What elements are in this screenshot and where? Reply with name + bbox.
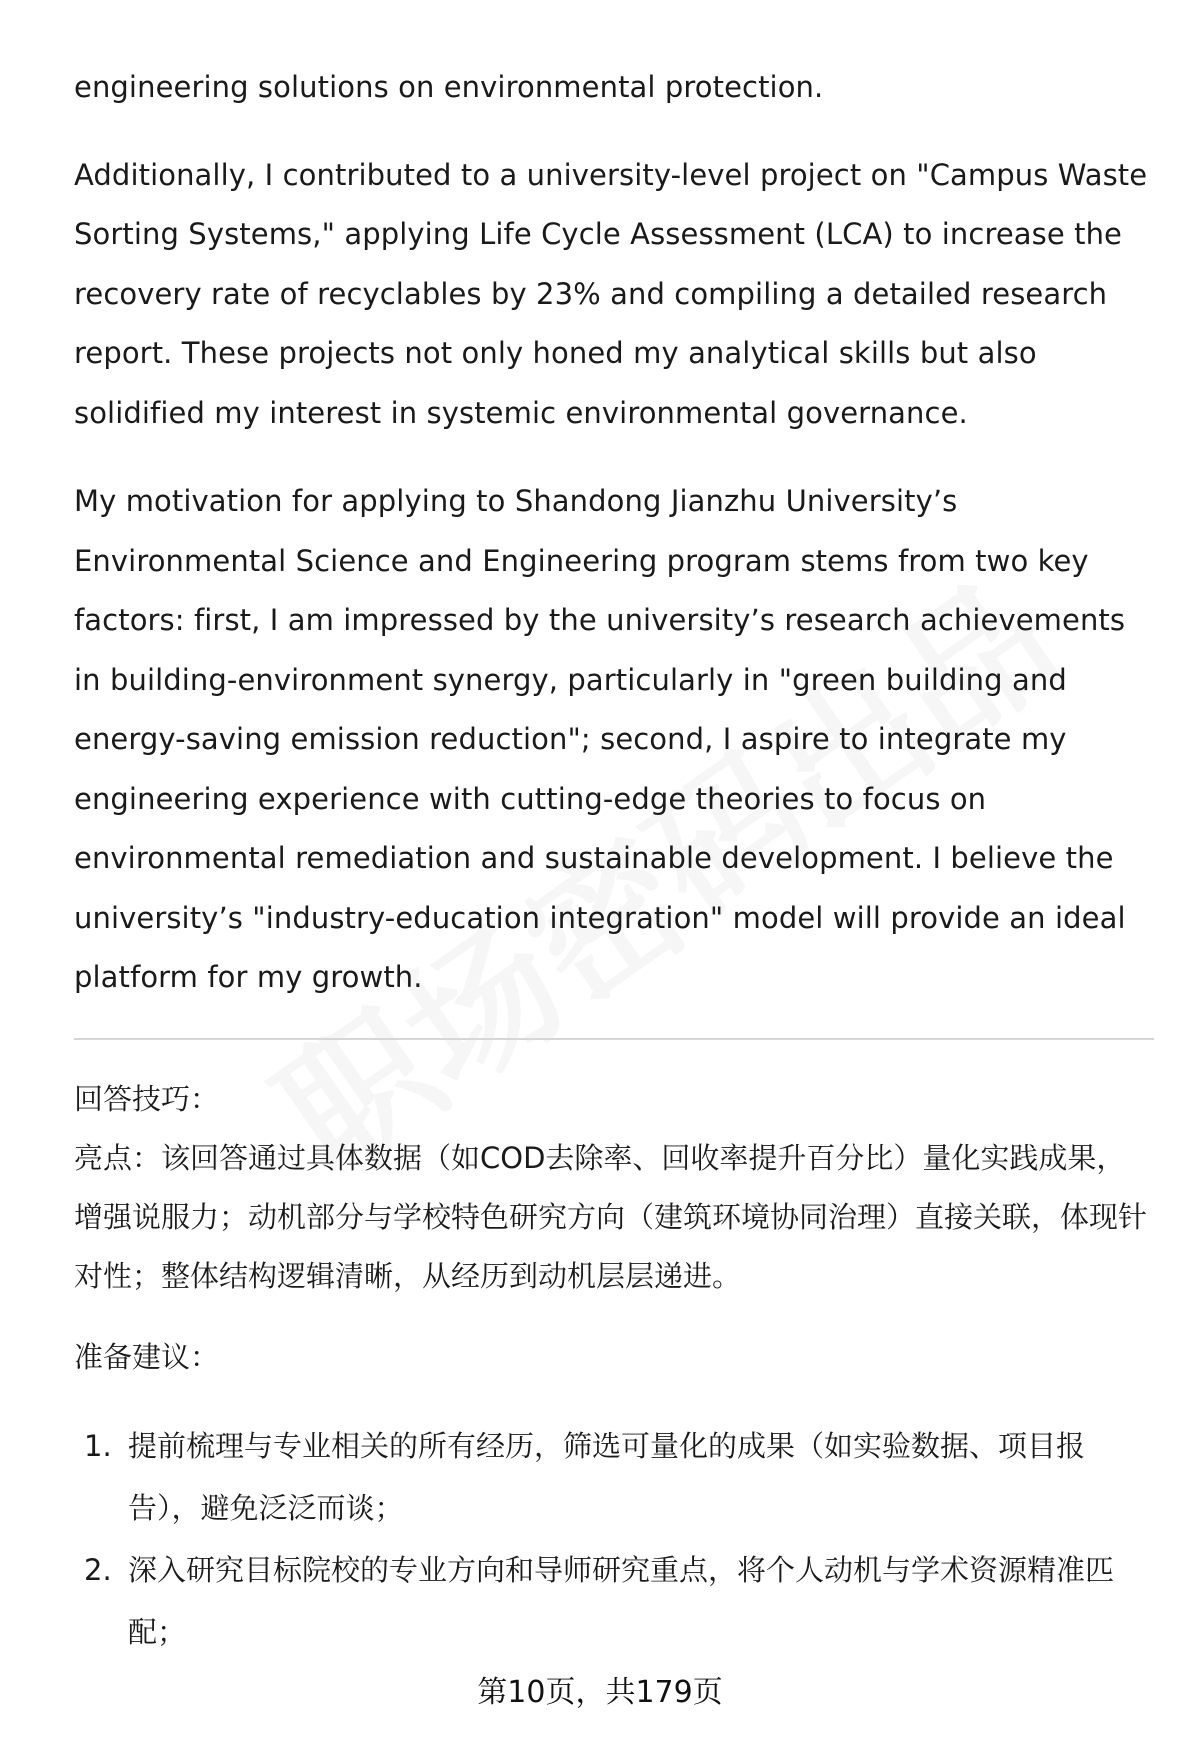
tips-section (74, 1070, 1154, 1663)
paragraph-3: My motivation for applying to Shandong Jianzhu University’s Environmental Science and Engineering program stems from two key factors: first, I am impressed by the university’s research achievements in building-environment synergy, particularly in "green building and energy-saving emission reduction"; second, I aspire to integrate my engineering experience with cutting-edge theories to focus on environmental remediation and sustainable development. I believe the university’s "industry-education integration" model will provide an ideal platform for my growth. (74, 484, 1126, 994)
list-number: 2. (84, 1553, 112, 1587)
paragraph-1: engineering solutions on environmental protection. (74, 70, 824, 104)
tips-highlight: 亮点：该回答通过具体数据（如COD去除率、回收率提升百分比）量化实践成果，增强说服力；动机部分与学校特色研究方向（建筑环境协同治理）直接关联，体现针对性；整体结构逻辑清晰，从经历到动机层层递进。 (74, 1141, 1148, 1293)
prep-list (74, 1415, 1154, 1663)
list-number: 1. (84, 1429, 112, 1463)
list-item (74, 1415, 1154, 1539)
paragraph-2: Additionally, I contributed to a university-level project on "Campus Waste Sorting Systems," applying Life Cycle Assessment (LCA) to increase the recovery rate of recyclables by 23% and compiling a detailed research report. These projects not only honed my analytical skills but also solidified my interest in systemic environmental governance. (74, 157, 1148, 430)
prep-title: 准备建议： (74, 1340, 220, 1374)
page-footer: 第10页，共179页 (477, 1675, 723, 1710)
answer-body (74, 58, 1154, 1008)
tips-title: 回答技巧： (74, 1082, 220, 1116)
list-item-text: 深入研究目标院校的专业方向和导师研究重点，将个人动机与学术资源精准匹配； (128, 1553, 1115, 1649)
section-divider (74, 1038, 1154, 1040)
list-item (74, 1539, 1154, 1663)
list-item-text: 提前梳理与专业相关的所有经历，筛选可量化的成果（如实验数据、项目报告），避免泛泛而谈； (128, 1429, 1086, 1525)
